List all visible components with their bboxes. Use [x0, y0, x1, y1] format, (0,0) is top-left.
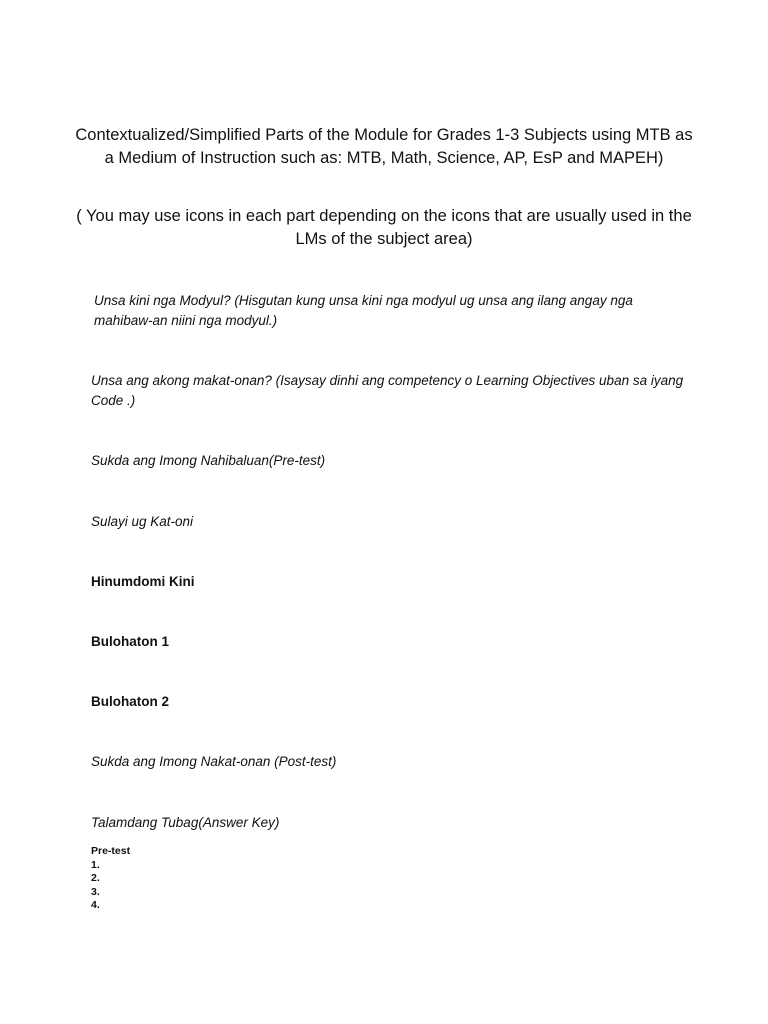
section-activity-2: Bulohaton 2 [91, 694, 169, 709]
answer-item: 1. [91, 858, 100, 871]
section-remember-this: Hinumdomi Kini [91, 574, 195, 589]
section-activity-1: Bulohaton 1 [91, 634, 169, 649]
document-title: Contextualized/Simplified Parts of the Module for Grades 1-3 Subjects using MTB as a Medium of Instruction such as: MTB, Math, Science, AP, EsP and MAPEH) [75, 126, 693, 167]
answer-key-list [91, 845, 130, 913]
section-post-test: Sukda ang Imong Nakat-onan (Post-test) [91, 754, 337, 769]
section-learning-objectives: Unsa ang akong makat-onan? (Isaysay dinhi ang competency o Learning Objectives uban sa iyang Code .) [91, 373, 684, 408]
answer-item: 4. [91, 899, 100, 911]
section-pre-test: Sukda ang Imong Nahibaluan(Pre-test) [91, 453, 326, 468]
section-try-and-learn: Sulayi ug Kat-oni [91, 514, 194, 529]
section-answer-key: Talamdang Tubag(Answer Key) [91, 815, 280, 830]
section-module-intro: Unsa kini nga Modyul? (Hisgutan kung unsa kini nga modyul ug unsa ang ilang angay nga mahibaw-an niini nga modyul.) [94, 293, 633, 328]
answer-item: 3. [91, 885, 100, 898]
document-note: ( You may use icons in each part depending on the icons that are usually used in the LMs of the subject area) [76, 207, 692, 248]
answer-item: 2. [91, 872, 100, 884]
answer-key-label: Pre-test [91, 845, 131, 857]
